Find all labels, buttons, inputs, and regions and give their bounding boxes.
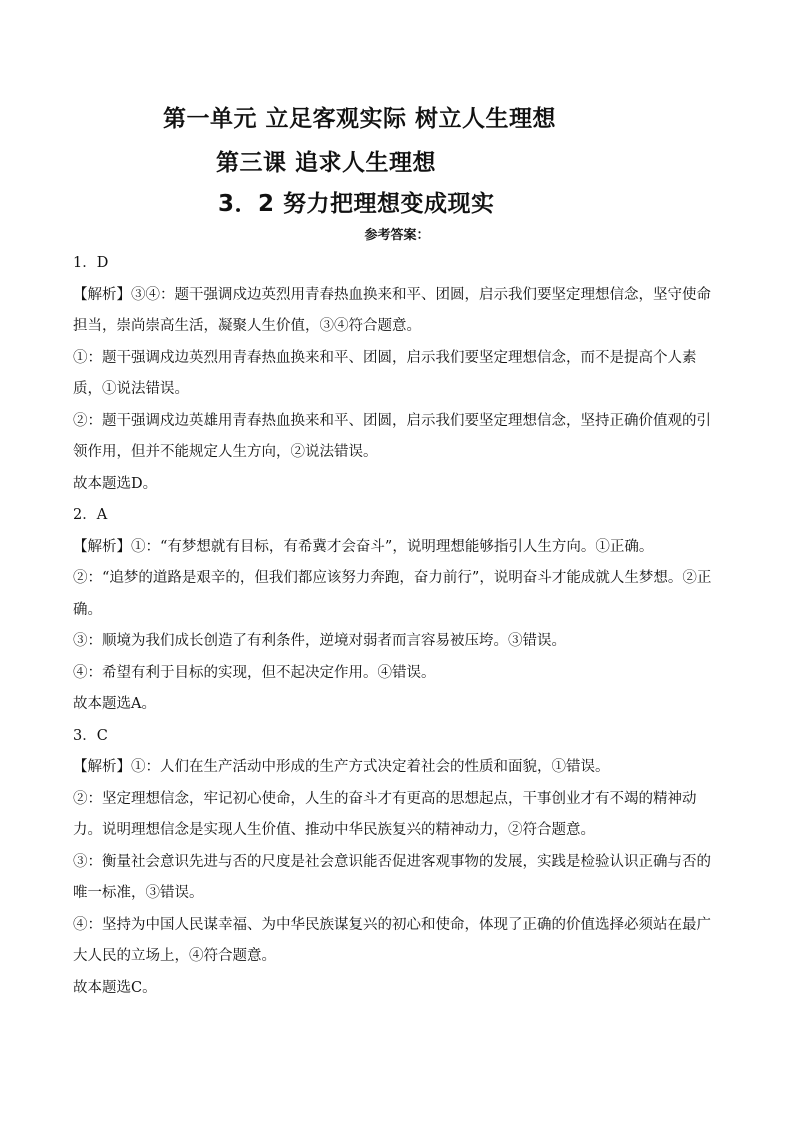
answer-3-option-4: ④：坚持为中国人民谋幸福、为中华民族谋复兴的初心和使命，体现了正确的价值选择必须站在最广大人民的立场上，④符合题意。 xyxy=(73,916,711,964)
answer-3-option-3: ③：衡量社会意识先进与否的尺度是社会意识能否促进客观事物的发展，实践是检验认识正确与否的唯一标准，③错误。 xyxy=(73,853,711,901)
answer-3-analysis: 【解析】①：人们在生产活动中形成的生产方式决定着社会的性质和面貌，①错误。 xyxy=(73,759,610,775)
answer-3-head: 3．C xyxy=(73,727,108,744)
answer-2-option-2: ②：“追梦的道路是艰辛的，但我们都应该努力奔跑，奋力前行”，说明奋斗才能成就人生梦想。②正确。 xyxy=(73,570,712,618)
answers-label: 参考答案： xyxy=(364,228,430,243)
answer-1-conclusion: 故本题选D。 xyxy=(73,475,158,492)
section-title: 3．2 努力把理想变成现实 xyxy=(218,191,495,217)
answer-1-analysis: 【解析】③④：题干强调戍边英烈用青春热血换来和平、团圆，启示我们要坚定理想信念，坚守使命担当，崇尚崇高生活，凝聚人生价值，③④符合题意。 xyxy=(73,286,711,334)
unit-title: 第一单元 立足客观实际 树立人生理想 xyxy=(163,106,557,132)
answers-body xyxy=(73,248,725,1004)
answer-2-option-4: ④：希望有利于目标的实现，但不起决定作用。④错误。 xyxy=(73,664,436,681)
answer-1-head: 1．D xyxy=(73,255,109,271)
answer-1-option-2: ②：题干强调戍边英雄用青春热血换来和平、团圆，启示我们要坚定理想信念，坚持正确价值观的引领作用，但并不能规定人生方向，②说法错误。 xyxy=(73,412,711,460)
answer-2-conclusion: 故本题选A。 xyxy=(73,696,156,712)
lesson-title: 第三课 追求人生理想 xyxy=(216,150,437,176)
answer-3-option-2: ②：坚定理想信念，牢记初心使命，人生的奋斗才有更高的思想起点，干事创业才有不竭的精神动力。说明理想信念是实现人生价值、推动中华民族复兴的精神动力，②符合题意。 xyxy=(73,790,697,838)
answer-2-head: 2．A xyxy=(73,507,108,523)
answer-1-option-1: ①：题干强调戍边英烈用青春热血换来和平、团圆，启示我们要坚定理想信念，而不是提高个人素质，①说法错误。 xyxy=(73,349,697,397)
answer-3-conclusion: 故本题选C。 xyxy=(73,979,157,996)
answer-2-analysis: 【解析】①：“有梦想就有目标，有希冀才会奋斗”，说明理想能够指引人生方向。①正确。 xyxy=(73,538,654,555)
answer-2-option-3: ③：顺境为我们成长创造了有利条件，逆境对弱者而言容易被压垮。③错误。 xyxy=(73,633,566,649)
